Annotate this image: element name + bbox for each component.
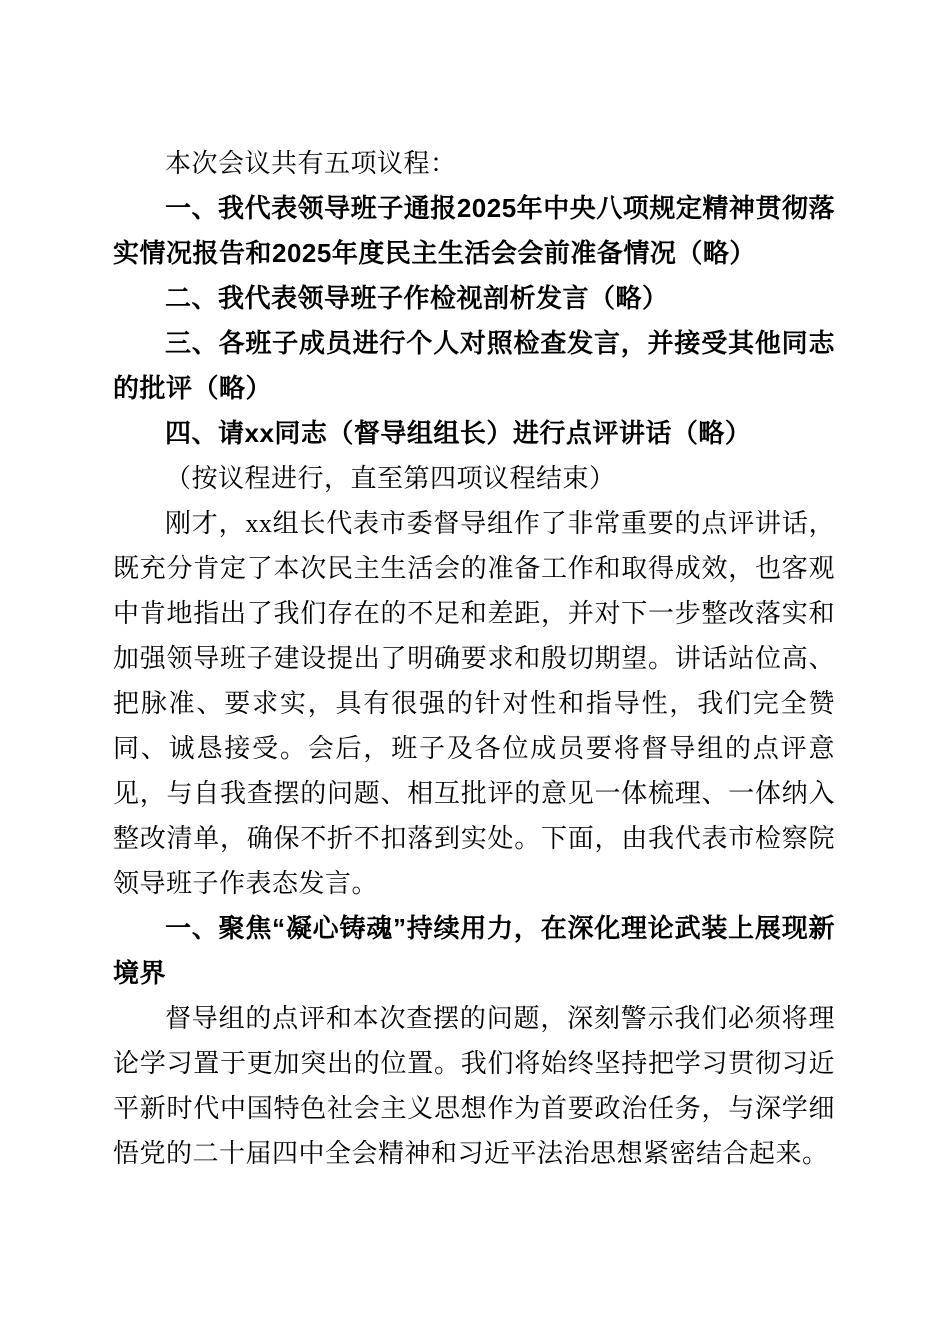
paragraph-stage-note: （按议程进行，直至第四项议程结束） [165,464,616,493]
paragraph-section-1-body: 督导组的点评和本次查摆的问题，深刻警示我们必须将理论学习置于更加突出的位置。我们将始终坚持把学习贯彻习近平新时代中国特色社会主义思想作为首要政治任务，与深学细悟党的二十届四中全会精神和习近平法治思想紧密结合起来。 [113,1004,835,1168]
agenda-item-2: 二、我代表领导班子作检视剖析发言（略） [165,283,669,313]
document-body [113,141,835,1176]
agenda-item-4: 四、请xx同志（督导组组长）进行点评讲话（略） [165,418,752,448]
agenda-item-1: 一、我代表领导班子通报2025年中央八项规定精神贯彻落实情况报告和2025年度民主生活会会前准备情况（略） [113,193,835,268]
section-heading-1: 一、聚焦“凝心铸魂”持续用力，在深化理论武装上展现新境界 [113,913,835,988]
paragraph-remarks-summary: 刚才，xx组长代表市委督导组作了非常重要的点评讲话，既充分肯定了本次民主生活会的准备工作和取得成效，也客观中肯地指出了我们存在的不足和差距，并对下一步整改落实和加强领导班子建设提出了明确要求和殷切期望。讲话站位高、把脉准、要求实，具有很强的针对性和指导性，我们完全赞同、诚恳接受。会后，班子及各位成员要将督导组的点评意见，与自我查摆的问题、相互批评的意见一体梳理、一体纳入整改清单，确保不折不扣落到实处。下面，由我代表市检察院领导班子作表态发言。 [113,509,835,898]
paragraph-agenda-intro: 本次会议共有五项议程： [165,149,457,178]
agenda-item-3: 三、各班子成员进行个人对照检查发言，并接受其他同志的批评（略） [113,328,835,403]
